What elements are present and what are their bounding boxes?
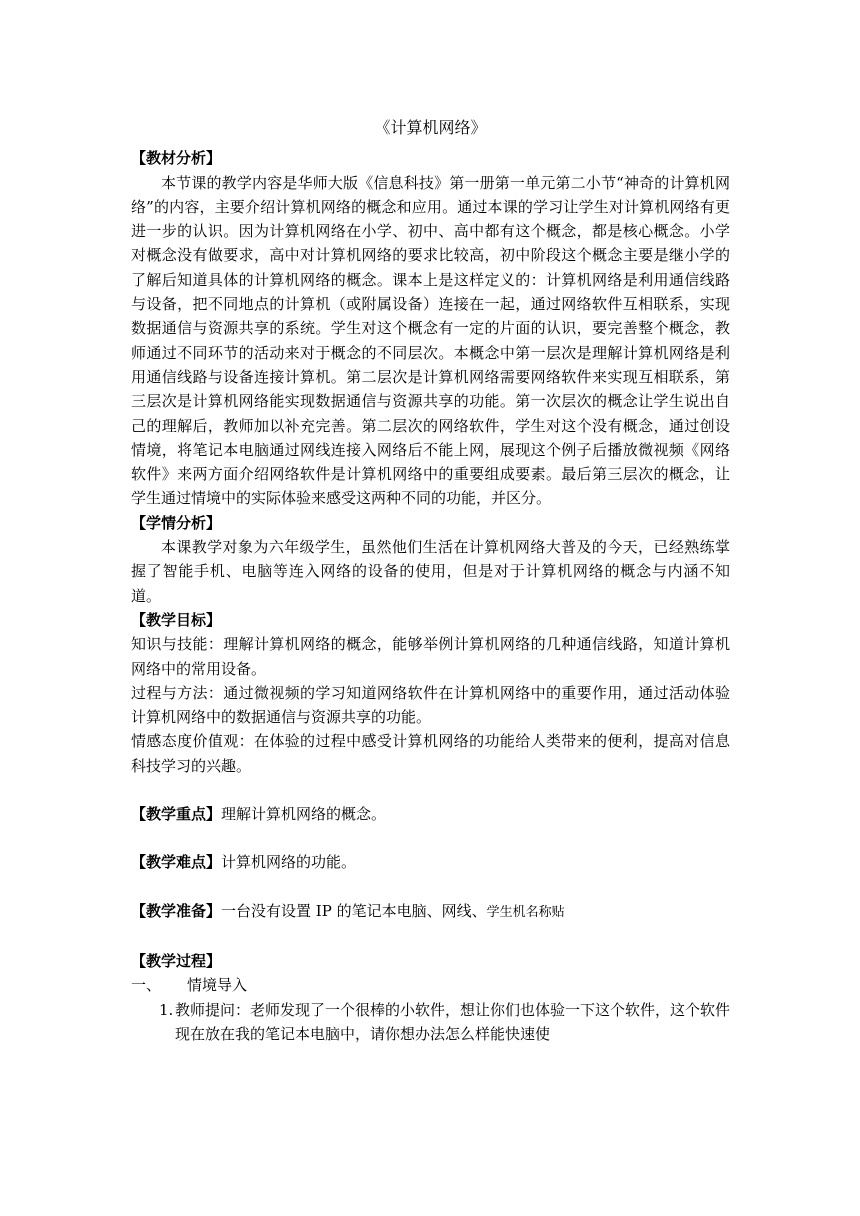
heading-jiaocai-fenxi: 【教材分析】 [131,149,222,168]
list-item-text: 教师提问：老师发现了一个很棒的小软件，想让你们也体验一下这个软件，这个软件现在放在我的笔记本电脑中，请你想办法怎么样能快速使 [175,1000,731,1043]
key-point-text: 理解计算机网络的概念。 [221,805,387,824]
paragraph-jiaocai-fenxi: 本节课的教学内容是华师大版《信息科技》第一册第一单元第二小节“神奇的计算机网络”的内容，主要介绍计算机网络的概念和应用。通过本课的学习让学生对计算机网络有更进一步的认识。因为计算机网络在小学、初中、高中都有这个概念，都是核心概念。小学对概念没有做要求，高中对计算机网络的要求比较高，初中阶段这个概念主要是继小学的了解后知道具体的计算机网络的概念。课本上是这样定义的：计算机网络是利用通信线路与设备，把不同地点的计算机（或附属设备）连接在一起，通过网络软件互相联系，实现数据通信与资源共享的系统。学生对这个概念有一定的片面的认识，要完善整个概念，教师通过不同环节的活动来对于概念的不同层次。本概念中第一层次是理解计算机网络是利用通信线路与设备连接计算机。第二层次是计算机网络需要网络软件来实现互相联系，第三层次是计算机网络能实现数据通信与资源共享的功能。第一次层次的概念让学生说出自己的理解后，教师加以补充完善。第二层次的网络软件，学生对这个没有概念，通过创设情境，将笔记本电脑通过网线连接入网络后不能上网，展现这个例子后播放微视频《网络软件》来两方面介绍网络软件是计算机网络中的重要组成要素。最后第三层次的概念，让学生通过情境中的实际体验来感受这两种不同的功能，并区分。 [131,173,730,508]
heading-zhunbei: 【教学准备】 [131,901,222,920]
preparation-text-small: 学生机名称贴 [486,904,565,920]
list-item [131,998,730,1047]
heading-guocheng: 【教学过程】 [131,951,222,970]
heading-jiaoxue-mubiao: 【教学目标】 [131,610,222,629]
document-title: 《计算机网络》 [374,118,487,137]
key-point-line [131,802,730,826]
objective-knowledge: 知识与技能：理解计算机网络的概念，能够举例计算机网络的几种通信线路，知道计算机网络中的常用设备。 [131,635,730,678]
objective-emotion: 情感态度价值观：在体验的过程中感受计算机网络的功能给人类带来的便利，提高对信息科技学习的兴趣。 [131,732,730,775]
preparation-text: 一台没有设置 IP 的笔记本电脑、网线、 [221,901,487,920]
heading-nandian: 【教学难点】 [131,853,222,872]
heading-zhongdian: 【教学重点】 [131,805,222,824]
difficulty-text: 计算机网络的功能。 [221,853,357,872]
list-item-number: 1. [159,1000,174,1019]
paragraph-xueqing-fenxi: 本课教学对象为六年级学生，虽然他们生活在计算机网络大普及的今天，已经熟练掌握了智能手机、电脑等连入网络的设备的使用，但是对于计算机网络的概念与内涵不知道。 [131,538,730,605]
section-number: 一、 [131,976,162,995]
difficulty-line [131,850,730,874]
section-intro [131,973,730,997]
preparation-line [131,899,730,925]
heading-xueqing-fenxi: 【学情分析】 [131,513,222,532]
section-title: 情境导入 [187,976,248,995]
document-content [131,116,730,1046]
objective-process: 过程与方法：通过微视频的学习知道网络软件在计算机网络中的重要作用，通过活动体验计算机网络中的数据通信与资源共享的功能。 [131,683,730,727]
